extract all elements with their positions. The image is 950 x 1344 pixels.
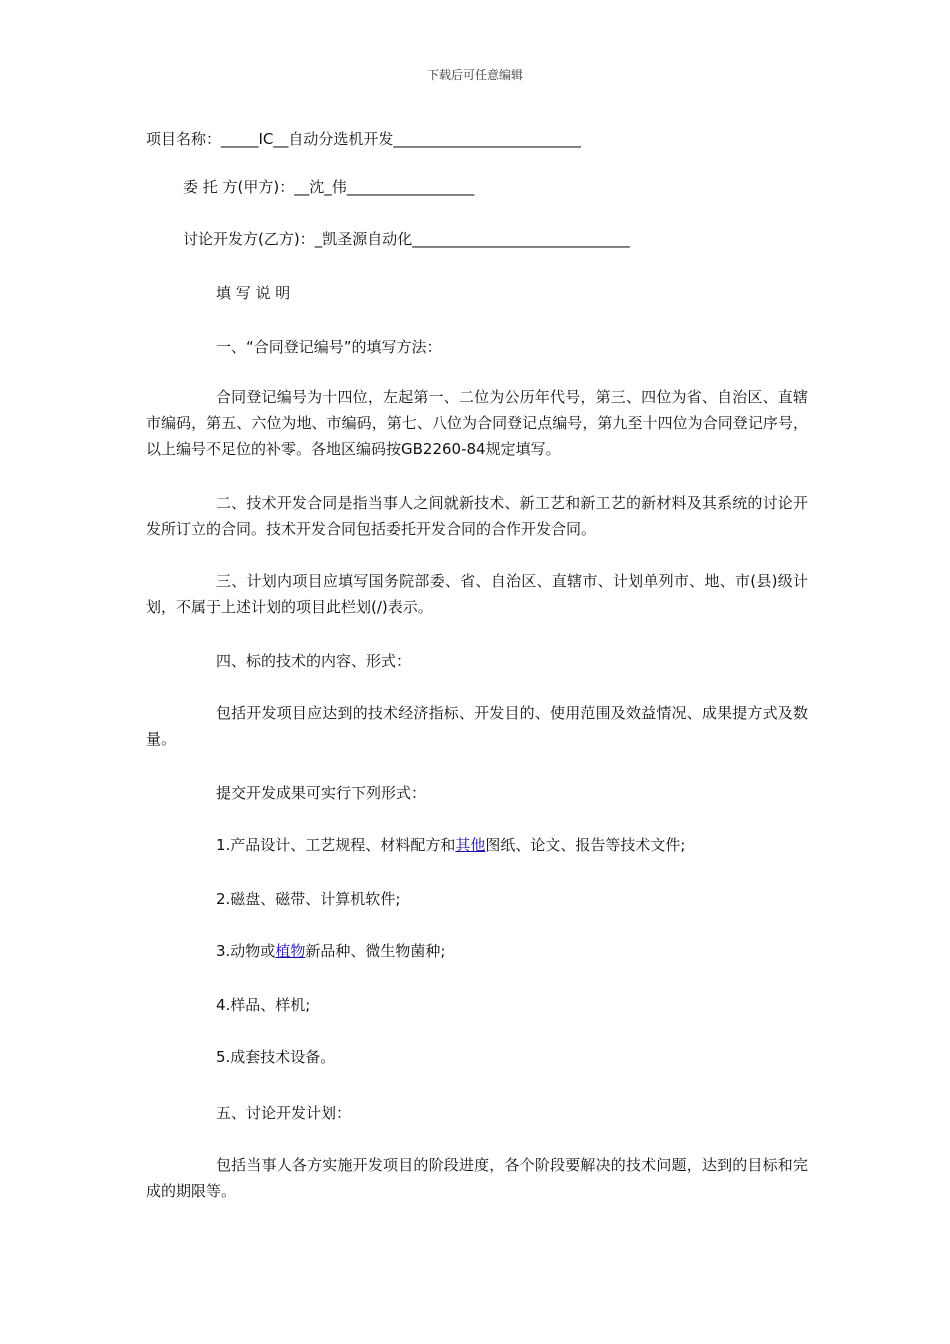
list-item-text: 图纸、论文、报告等技术文件; bbox=[485, 836, 686, 854]
instructions-title: 填 写 说 明 bbox=[216, 284, 291, 302]
section-2-body: 二、技术开发合同是指当事人之间就新技术、新工艺和新工艺的新材料及其系统的讨论开发所订立的合同。技术开发合同包括委托开发合同的合作开发合同。 bbox=[146, 494, 808, 538]
plant-link[interactable]: 植物 bbox=[275, 942, 306, 960]
list-item bbox=[216, 832, 685, 858]
page-header: 下载后可任意编辑 bbox=[426, 68, 523, 82]
list-item: 4.样品、样机; bbox=[216, 996, 311, 1014]
client-field: 委 托 方(甲方)：__沈_伟_________________ bbox=[183, 178, 475, 196]
developer-field: 讨论开发方(乙方)：_凯圣源自动化_____________________________ bbox=[183, 230, 630, 248]
section-5-title: 五、讨论开发计划： bbox=[216, 1104, 352, 1122]
list-item-text: 3.动物或 bbox=[216, 942, 276, 960]
section-1-title: 一、“合同登记编号”的填写方法： bbox=[216, 338, 442, 356]
section-4-title: 四、标的技术的内容、形式： bbox=[216, 652, 412, 670]
project-name-field: 项目名称：_____IC__自动分选机开发_________________________ bbox=[146, 130, 581, 148]
forms-intro: 提交开发成果可实行下列形式： bbox=[216, 784, 427, 802]
list-item: 2.磁盘、磁带、计算机软件; bbox=[216, 890, 401, 908]
section-4-body: 包括开发项目应达到的技术经济指标、开发目的、使用范围及效益情况、成果提方式及数量。 bbox=[146, 704, 808, 748]
list-item: 5.成套技术设备。 bbox=[216, 1048, 336, 1066]
list-item-text: 1.产品设计、工艺规程、材料配方和 bbox=[216, 836, 456, 854]
list-item-text: 新品种、微生物菌种; bbox=[305, 942, 446, 960]
section-1-body: 合同登记编号为十四位，左起第一、二位为公历年代号，第三、四位为省、自治区、直辖市编码，第五、六位为地、市编码，第七、八位为合同登记点编号，第九至十四位为合同登记序号，以上编号不足位的补零。各地区编码按GB2260-84规定填写。 bbox=[146, 388, 808, 458]
other-link[interactable]: 其他 bbox=[455, 836, 486, 854]
list-item bbox=[216, 938, 445, 964]
section-5-body: 包括当事人各方实施开发项目的阶段进度，各个阶段要解决的技术问题，达到的目标和完成的期限等。 bbox=[146, 1156, 808, 1200]
section-3-body: 三、计划内项目应填写国务院部委、省、自治区、直辖市、计划单列市、地、市(县)级计划，不属于上述计划的项目此栏划(/)表示。 bbox=[146, 572, 808, 616]
